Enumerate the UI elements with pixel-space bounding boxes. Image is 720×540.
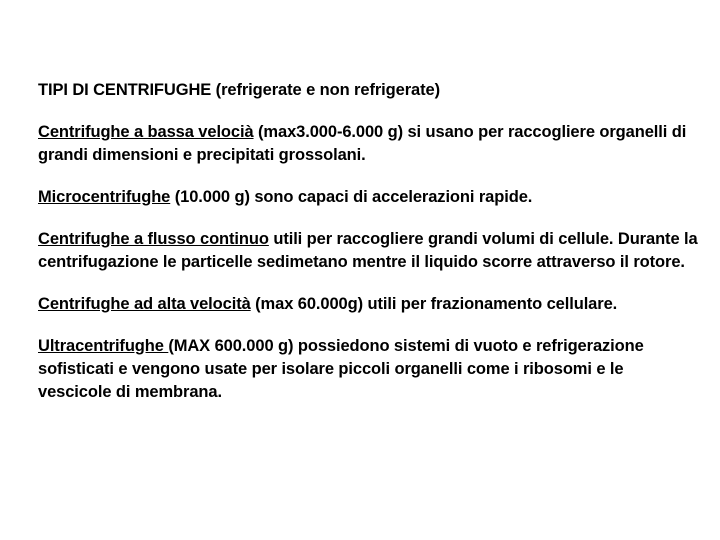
heading-title: TIPI DI CENTRIFUGHE bbox=[38, 81, 212, 99]
term-microcentrifuges: Microcentrifughe bbox=[38, 188, 171, 206]
paragraph-ultracentrifuges bbox=[38, 335, 698, 404]
heading-subtitle: (refrigerate e non refrigerate) bbox=[211, 81, 440, 99]
paragraph-continuous-flow-centrifuges bbox=[38, 228, 698, 274]
description-high-speed-centrifuges: (max 60.000g) utili per frazionamento cellulare. bbox=[250, 295, 618, 313]
slide-content bbox=[38, 79, 698, 423]
description-continuous-flow-centrifuges: utili per raccogliere grandi volumi di cellule. Durante la centrifugazione le particelle sedimetano mentre il liquido scorre attraverso il rotore. bbox=[38, 230, 698, 271]
term-high-speed-centrifuges: Centrifughe ad alta velocità bbox=[38, 295, 251, 313]
description-low-speed-centrifuges: (max3.000-6.000 g) si usano per raccogliere organelli di grandi dimensioni e precipitati grossolani. bbox=[38, 123, 687, 164]
term-continuous-flow-centrifuges: Centrifughe a flusso continuo bbox=[38, 230, 269, 248]
description-microcentrifuges: (10.000 g) sono capaci di accelerazioni rapide. bbox=[170, 188, 533, 206]
term-low-speed-centrifuges: Centrifughe a bassa velocià bbox=[38, 123, 254, 141]
term-ultracentrifuges: Ultracentrifughe bbox=[38, 337, 169, 355]
paragraph-low-speed-centrifuges bbox=[38, 121, 698, 167]
slide-heading bbox=[38, 79, 698, 102]
paragraph-microcentrifuges bbox=[38, 186, 698, 209]
paragraph-high-speed-centrifuges bbox=[38, 293, 698, 316]
description-ultracentrifuges: (MAX 600.000 g) possiedono sistemi di vuoto e refrigerazione sofisticati e vengono usate per isolare piccoli organelli come i ribosomi e le vescicole di membrana. bbox=[38, 337, 644, 401]
